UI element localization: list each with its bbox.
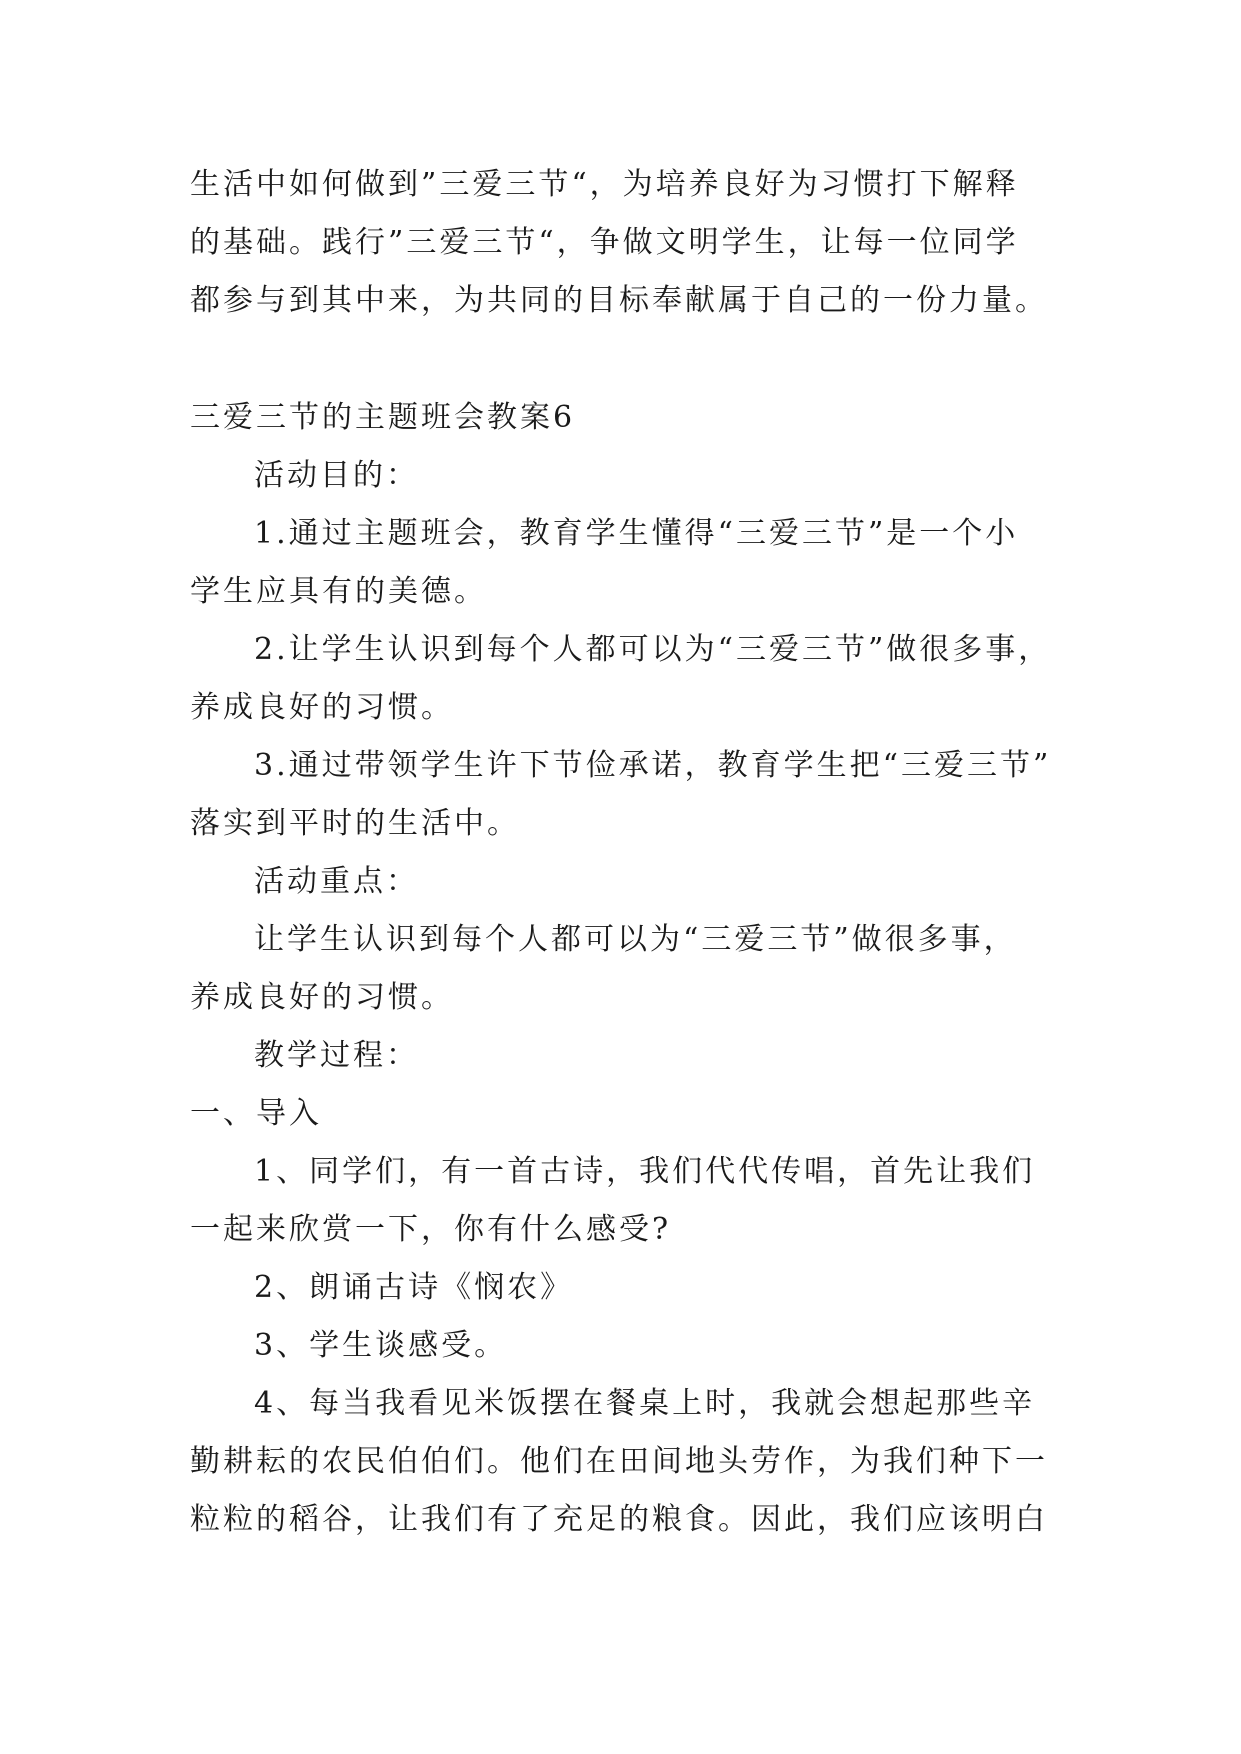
paragraph-line: 落实到平时的生活中。 bbox=[190, 806, 520, 841]
subheading-objectives: 活动目的： bbox=[254, 458, 419, 493]
paragraph-line: 养成良好的习惯。 bbox=[190, 690, 454, 725]
paragraph-line: 的基础。践行”三爱三节“，争做文明学生，让每一位同学 bbox=[190, 225, 1019, 260]
paragraph-line: 养成良好的习惯。 bbox=[190, 980, 454, 1015]
paragraph-line: 粒粒的稻谷，让我们有了充足的粮食。因此，我们应该明白 bbox=[190, 1502, 1048, 1537]
subheading-intro: 一、导入 bbox=[190, 1096, 322, 1131]
paragraph-line: 学生应具有的美德。 bbox=[190, 574, 487, 609]
paragraph-line: 2.让学生认识到每个人都可以为“三爱三节”做很多事， bbox=[254, 632, 1052, 667]
paragraph-line: 1.通过主题班会，教育学生懂得“三爱三节”是一个小 bbox=[254, 516, 1019, 551]
paragraph-line: 3、学生谈感受。 bbox=[254, 1328, 508, 1363]
subheading-process: 教学过程： bbox=[254, 1038, 419, 1073]
section-heading: 三爱三节的主题班会教案6 bbox=[190, 400, 576, 435]
paragraph-line: 4、每当我看见米饭摆在餐桌上时，我就会想起那些辛 bbox=[254, 1386, 1036, 1421]
paragraph-line: 1、同学们，有一首古诗，我们代代传唱，首先让我们 bbox=[254, 1154, 1036, 1189]
paragraph-line: 一起来欣赏一下，你有什么感受? bbox=[190, 1212, 672, 1247]
paragraph-line: 3.通过带领学生许下节俭承诺，教育学生把“三爱三节” bbox=[254, 748, 1052, 783]
paragraph-line: 2、朗诵古诗《悯农》 bbox=[254, 1270, 574, 1305]
paragraph-line: 都参与到其中来，为共同的目标奉献属于自己的一份力量。 bbox=[190, 283, 1048, 318]
subheading-focus: 活动重点： bbox=[254, 864, 419, 899]
paragraph-line: 勤耕耘的农民伯伯们。他们在田间地头劳作，为我们种下一 bbox=[190, 1444, 1048, 1479]
paragraph-line: 生活中如何做到”三爱三节“，为培养良好为习惯打下解释 bbox=[190, 167, 1019, 202]
paragraph-line: 让学生认识到每个人都可以为“三爱三节”做很多事， bbox=[254, 922, 1017, 957]
